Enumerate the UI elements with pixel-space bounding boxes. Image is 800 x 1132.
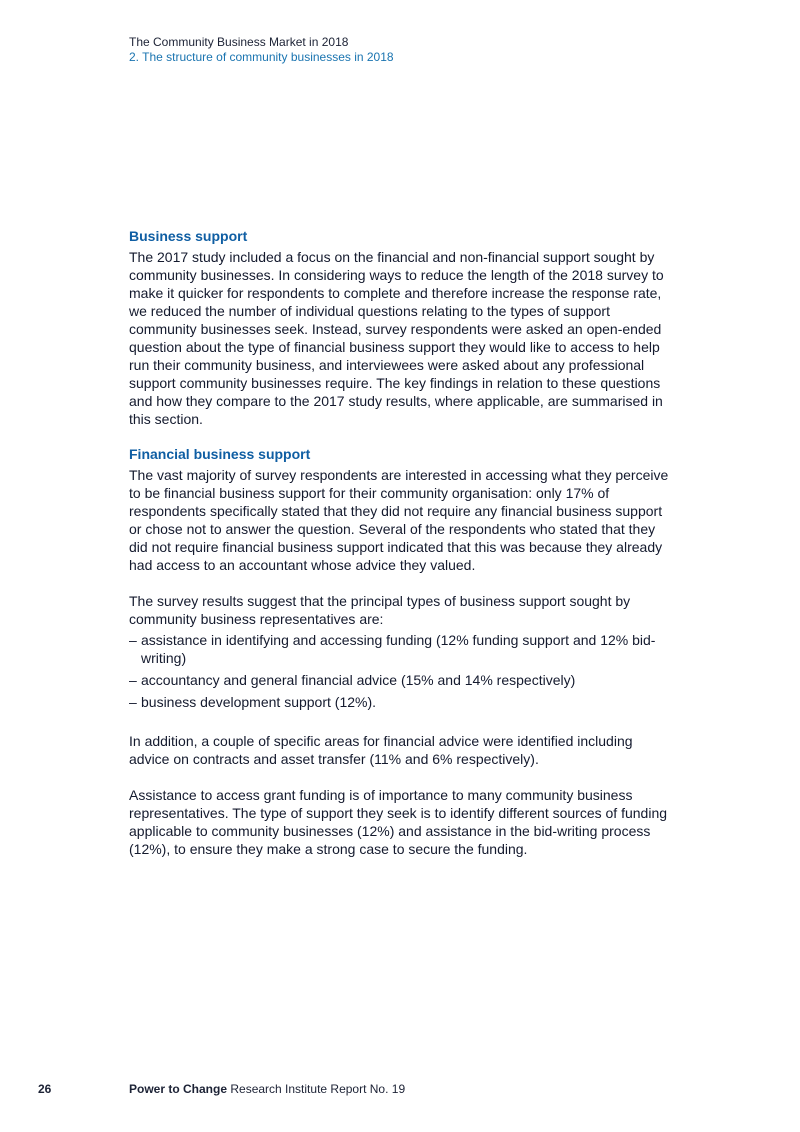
footer-publication bbox=[129, 1082, 405, 1097]
paragraph: The 2017 study included a focus on the financial and non-financial support sought by community businesses. In considering ways to reduce the length of the 2018 survey to make it quicker for respondents to complete and therefore increase the response rate, we reduced the number of individual questions relating to the types of support community businesses seek. Instead, survey respondents were asked an open-ended question about the type of financial business support they would like to access to help run their community business, and interviewees were asked about any professional support community businesses require. The key findings in relation to these questions and how they compare to the 2017 study results, where applicable, are summarised in this section. bbox=[129, 249, 664, 427]
heading-business-support: Business support bbox=[129, 228, 248, 244]
support-types-list bbox=[129, 631, 669, 711]
page-number: 26 bbox=[38, 1082, 52, 1096]
running-header bbox=[129, 35, 394, 65]
dash-bullet-icon: – bbox=[129, 632, 137, 648]
brand-name: Power to Change bbox=[129, 1082, 228, 1096]
list-item: – business development support (12%). bbox=[129, 694, 377, 710]
document-title: The Community Business Market in 2018 bbox=[129, 35, 349, 49]
report-name: Research Institute Report No. 19 bbox=[230, 1082, 406, 1096]
heading-financial-business-support: Financial business support bbox=[129, 446, 311, 462]
paragraph: Assistance to access grant funding is of importance to many community business representatives. The type of support they seek is to identify different sources of funding applicable to community businesses (12%) and assistance in the bid-writing process (12%), to ensure they make a strong case to secure the funding. bbox=[129, 787, 668, 857]
list-item: – accountancy and general financial advice (15% and 14% respectively) bbox=[129, 672, 576, 688]
section-title: 2. The structure of community businesses in 2018 bbox=[129, 50, 394, 64]
paragraph: The vast majority of survey respondents are interested in accessing what they perceive to be financial business support for their community organisation: only 17% of respondents specifically stated that they did not require any financial business support or chose not to answer the question. Several of the respondents who stated that they did not require financial business support indicated that this was because they already had access to an accountant whose advice they valued. bbox=[129, 467, 669, 573]
page-body bbox=[129, 227, 669, 858]
paragraph: The survey results suggest that the principal types of business support sought by community business representatives are: bbox=[129, 593, 631, 627]
paragraph: In addition, a couple of specific areas for financial advice were identified including advice on contracts and asset transfer (11% and 6% respectively). bbox=[129, 733, 633, 767]
dash-bullet-icon: – bbox=[129, 694, 137, 710]
list-item: – assistance in identifying and accessing funding (12% funding support and 12% bid-writing) bbox=[129, 632, 656, 666]
dash-bullet-icon: – bbox=[129, 672, 137, 688]
